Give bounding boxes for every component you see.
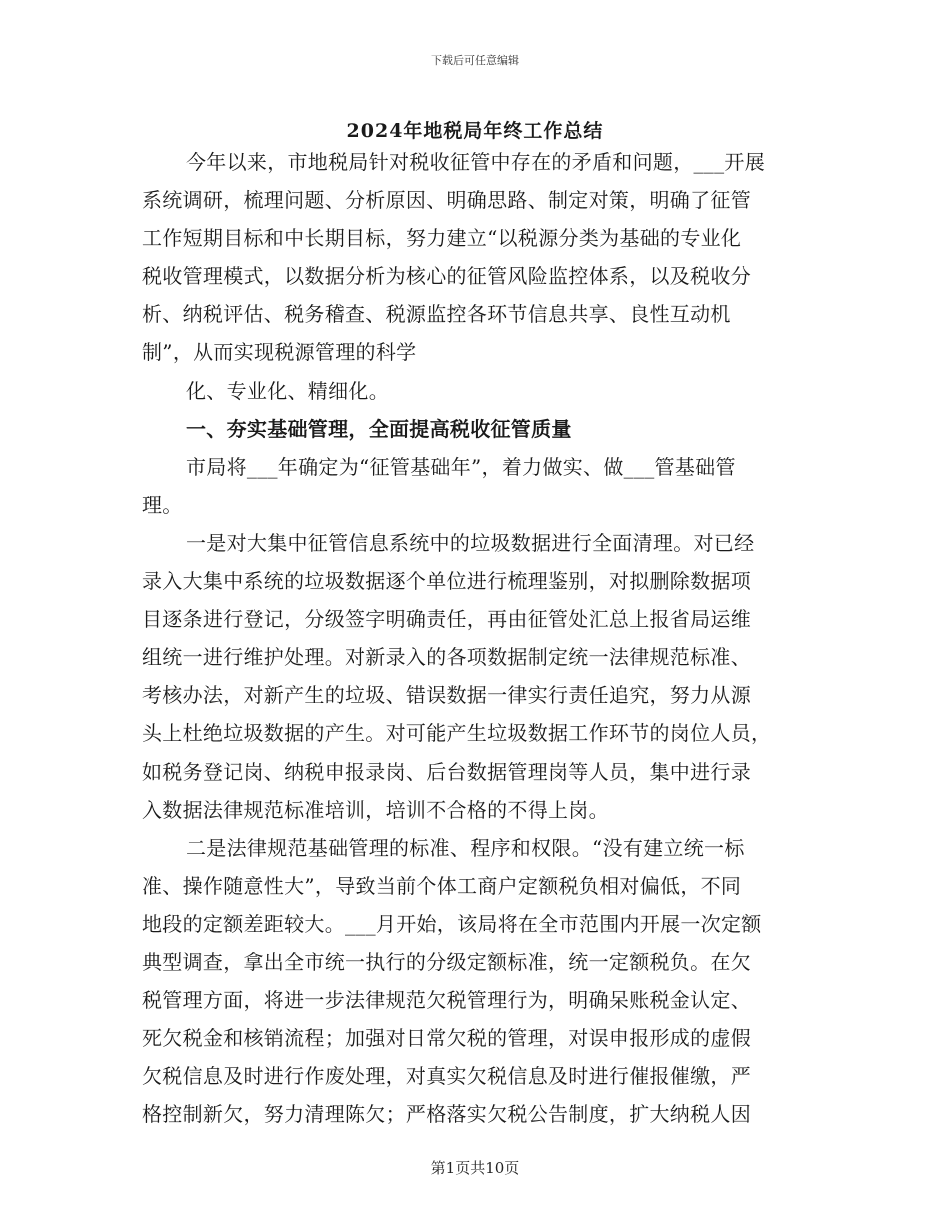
- paragraph-line: 入数据法律规范标准培训，培训不合格的不得上岗。: [142, 797, 609, 822]
- paragraph-line: 格控制新欠，努力清理陈欠；严格落实欠税公告制度，扩大纳税人因: [142, 1102, 751, 1127]
- paragraph-line: 税收管理模式，以数据分析为核心的征管风险监控体系，以及税收分: [142, 264, 751, 289]
- page-header-note: 下载后可任意编辑: [431, 54, 519, 67]
- paragraph-line: 制”，从而实现税源管理的科学: [142, 340, 417, 365]
- paragraph-line: 系统调研，梳理问题、分析原因、明确思路、制定对策，明确了征管: [142, 188, 751, 213]
- paragraph-line: 目逐条进行登记，分级签字明确责任，再由征管处汇总上报省局运维: [142, 607, 751, 632]
- paragraph-line: 一是对大集中征管信息系统中的垃圾数据进行全面清理。对已经: [186, 530, 755, 555]
- paragraph-line: 准、操作随意性大”，导致当前个体工商户定额税负相对偏低，不同: [142, 873, 742, 898]
- paragraph-line: 死欠税金和核销流程；加强对日常欠税的管理，对误申报形成的虚假: [142, 1026, 751, 1051]
- paragraph-line: 欠税信息及时进行作废处理，对真实欠税信息及时进行催报催缴，严: [142, 1064, 751, 1089]
- section-heading: 一、夯实基础管理，全面提高税收征管质量: [186, 416, 572, 441]
- paragraph-line: 市局将___年确定为“征管基础年”，着力做实、做___管基础管: [186, 454, 736, 479]
- page-number: 第1页共10页: [430, 1159, 520, 1177]
- paragraph-line: 二是法律规范基础管理的标准、程序和权限。“没有建立统一标: [186, 835, 745, 860]
- paragraph-line: 典型调查，拿出全市统一执行的分级定额标准，统一定额税负。在欠: [142, 949, 751, 974]
- paragraph-line: 头上杜绝垃圾数据的产生。对可能产生垃圾数据工作环节的岗位人员，: [142, 721, 772, 746]
- paragraph-line: 组统一进行维护处理。对新录入的各项数据制定统一法律规范标准、: [142, 645, 751, 670]
- paragraph-line: 工作短期目标和中长期目标，努力建立“以税源分类为基础的专业化: [142, 226, 742, 251]
- paragraph-line: 税管理方面，将进一步法律规范欠税管理行为，明确呆账税金认定、: [142, 988, 751, 1013]
- paragraph-line: 化、专业化、精细化。: [186, 378, 389, 403]
- document-body: [142, 143, 812, 1133]
- paragraph-line: 理。: [142, 492, 183, 517]
- paragraph-line: 今年以来，市地税局针对税收征管中存在的矛盾和问题，___开展: [186, 150, 765, 174]
- paragraph-line: 录入大集中系统的垃圾数据逐个单位进行梳理鉴别，对拟删除数据项: [142, 569, 751, 594]
- paragraph-line: 如税务登记岗、纳税申报录岗、后台数据管理岗等人员，集中进行录: [142, 759, 751, 784]
- paragraph-line: 考核办法，对新产生的垃圾、错误数据一律实行责任追究，努力从源: [142, 683, 751, 708]
- document-title: 2024年地税局年终工作总结: [346, 120, 604, 142]
- paragraph-line: 地段的定额差距较大。___月开始，该局将在全市范围内开展一次定额: [142, 911, 762, 936]
- paragraph-line: 析、纳税评估、税务稽查、税源监控各环节信息共享、良性互动机: [142, 302, 731, 327]
